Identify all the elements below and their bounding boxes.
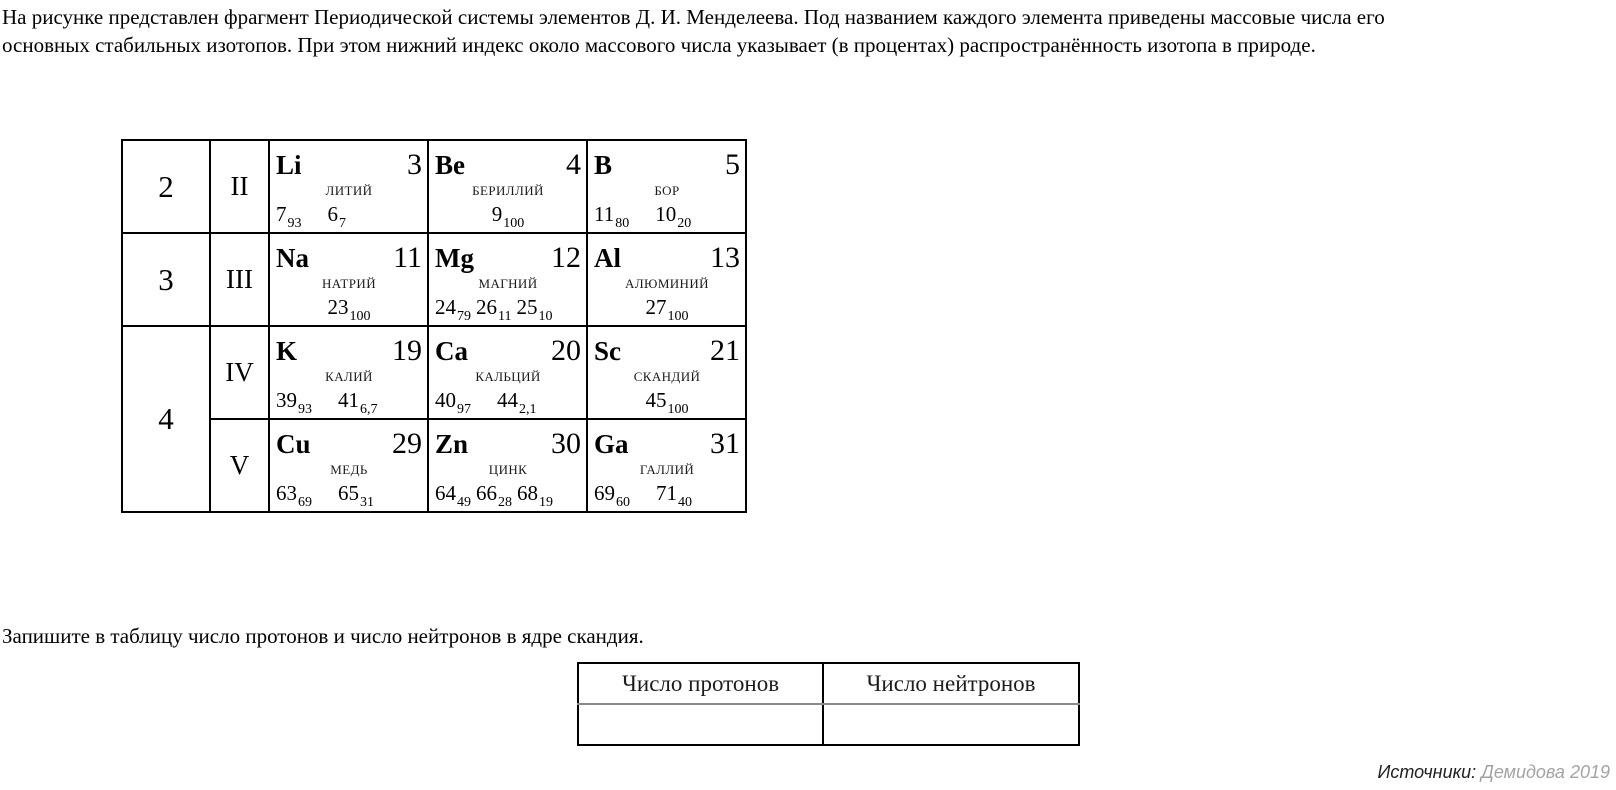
element-cell-ga — [587, 419, 746, 512]
element-header — [594, 335, 740, 367]
abundance-subscript: 20 — [677, 215, 692, 231]
atomic-number: 5 — [725, 148, 740, 182]
abundance-subscript: 40 — [678, 494, 692, 510]
isotope — [338, 387, 378, 417]
mass-number: 9 — [491, 201, 503, 226]
isotope-list — [594, 201, 740, 231]
element-cell-zn — [428, 419, 587, 512]
atomic-number: 11 — [393, 241, 422, 275]
intro-line-2: основных стабильных изотопов. При этом нижний индекс около массового числа указывает (в процентах) распространённость изотопа в природе. — [2, 33, 1316, 57]
element-symbol: Cu — [276, 429, 311, 460]
mass-number: 11 — [594, 201, 615, 226]
element-cell-b — [587, 140, 746, 233]
isotope — [517, 480, 553, 510]
element-header — [276, 242, 422, 274]
element-symbol: Sc — [594, 336, 621, 367]
isotope — [594, 201, 630, 231]
mass-number: 44 — [497, 387, 518, 412]
period-row — [122, 326, 746, 419]
row-numeral: V — [210, 419, 269, 512]
answer-input-row — [578, 704, 1079, 745]
mass-number: 6 — [327, 201, 338, 226]
isotope-list — [276, 294, 422, 324]
isotope-list — [435, 294, 581, 324]
isotope — [276, 480, 312, 510]
element-name: МАГНИЙ — [478, 275, 538, 291]
atomic-number: 30 — [551, 427, 581, 461]
element-header — [594, 242, 740, 274]
element-symbol: Al — [594, 243, 621, 274]
abundance-subscript: 100 — [503, 215, 525, 231]
abundance-subscript: 19 — [539, 494, 553, 510]
mass-number: 25 — [516, 294, 538, 319]
element-header — [276, 149, 422, 181]
element-cell-ca — [428, 326, 587, 419]
abundance-subscript: 31 — [360, 494, 374, 510]
mass-number: 45 — [645, 387, 667, 412]
element-symbol: Li — [276, 150, 302, 181]
atomic-number: 13 — [710, 241, 740, 275]
atomic-number: 19 — [392, 334, 422, 368]
mass-number: 69 — [594, 480, 615, 505]
periodic-table-fragment — [121, 139, 747, 513]
element-symbol: Ga — [594, 429, 629, 460]
mass-number: 66 — [476, 480, 497, 505]
element-symbol: K — [276, 336, 298, 367]
element-header — [435, 335, 581, 367]
isotope — [645, 387, 689, 417]
mass-number: 26 — [476, 294, 497, 319]
element-cell-be — [428, 140, 587, 233]
isotope — [435, 294, 471, 324]
isotope-list — [594, 294, 740, 324]
abundance-subscript: 11 — [498, 308, 512, 324]
task-text: Запишите в таблицу число протонов и число нейтронов в ядре скандия. — [2, 624, 644, 648]
element-name: АЛЮМИНИЙ — [625, 275, 709, 291]
mass-number: 41 — [338, 387, 359, 412]
mass-number: 63 — [276, 480, 297, 505]
mass-number: 27 — [645, 294, 667, 319]
mass-number: 23 — [327, 294, 349, 319]
element-name: МЕДЬ — [330, 461, 368, 477]
mass-number: 71 — [656, 480, 677, 505]
abundance-subscript: 100 — [667, 401, 689, 417]
element-cell-al — [587, 233, 746, 326]
element-symbol: Zn — [435, 429, 469, 460]
atomic-number: 29 — [392, 427, 422, 461]
intro-line-1: На рисунке представлен фрагмент Периодической системы элементов Д. И. Менделеева. Под названием каждого элемента приведены массовые числа его — [2, 5, 1385, 29]
element-cell-k — [269, 326, 428, 419]
element-name: НАТРИЙ — [322, 275, 376, 291]
mass-number: 39 — [276, 387, 297, 412]
row-numeral: II — [210, 140, 269, 233]
isotope — [656, 480, 692, 510]
answer-header-row — [578, 663, 1079, 704]
isotope — [491, 201, 525, 231]
abundance-subscript: 79 — [457, 308, 471, 324]
period-row — [122, 140, 746, 233]
abundance-subscript: 93 — [298, 401, 312, 417]
abundance-subscript: 6,7 — [360, 401, 378, 417]
element-cell-sc — [587, 326, 746, 419]
element-header — [276, 335, 422, 367]
source-value: Демидова 2019 — [1481, 762, 1610, 782]
isotope — [327, 294, 371, 324]
element-symbol: B — [594, 150, 613, 181]
abundance-subscript: 80 — [615, 215, 630, 231]
row-numeral: IV — [210, 326, 269, 419]
abundance-subscript: 7 — [339, 215, 346, 231]
isotope — [276, 201, 302, 231]
mass-number: 65 — [338, 480, 359, 505]
element-name: КАЛЬЦИЙ — [475, 368, 541, 384]
atomic-number: 31 — [710, 427, 740, 461]
isotope — [645, 294, 689, 324]
element-header — [435, 149, 581, 181]
element-header — [435, 242, 581, 274]
element-header — [435, 428, 581, 460]
intro-paragraph — [2, 3, 1385, 59]
atomic-number: 4 — [566, 148, 581, 182]
isotope — [327, 201, 347, 231]
isotope-list — [435, 201, 581, 231]
abundance-subscript: 60 — [616, 494, 630, 510]
element-symbol: Be — [435, 150, 465, 181]
period-number: 4 — [122, 326, 210, 512]
mass-number: 24 — [435, 294, 456, 319]
abundance-subscript: 28 — [498, 494, 512, 510]
mass-number: 7 — [276, 201, 287, 226]
period-row — [122, 419, 746, 512]
element-name: БЕРИЛЛИЙ — [472, 182, 544, 198]
abundance-subscript: 49 — [457, 494, 471, 510]
atomic-number: 21 — [710, 334, 740, 368]
element-name: КАЛИЙ — [325, 368, 373, 384]
protons-column-header: Число протонов — [578, 663, 823, 704]
neutrons-answer-cell[interactable] — [823, 704, 1079, 745]
isotope — [435, 387, 471, 417]
isotope-list — [435, 480, 581, 510]
mass-number: 64 — [435, 480, 456, 505]
element-cell-li — [269, 140, 428, 233]
element-name: ГАЛЛИЙ — [639, 461, 695, 477]
element-cell-cu — [269, 419, 428, 512]
element-header — [276, 428, 422, 460]
mass-number: 40 — [435, 387, 456, 412]
element-name: БОР — [654, 182, 680, 198]
isotope — [516, 294, 553, 324]
element-name: СКАНДИЙ — [633, 368, 701, 384]
answer-table — [577, 662, 1080, 746]
isotope — [476, 294, 512, 324]
source-label: Источники: — [1377, 762, 1477, 782]
isotope — [594, 480, 630, 510]
atomic-number: 20 — [551, 334, 581, 368]
isotope — [655, 201, 692, 231]
source-line — [1378, 762, 1611, 783]
isotope — [476, 480, 512, 510]
protons-answer-cell[interactable] — [578, 704, 823, 745]
abundance-subscript: 100 — [667, 308, 689, 324]
row-numeral: III — [210, 233, 269, 326]
element-name: ЦИНК — [488, 461, 528, 477]
isotope — [338, 480, 374, 510]
isotope-list — [594, 480, 740, 510]
isotope-list — [435, 387, 581, 417]
isotope — [497, 387, 537, 417]
mass-number: 10 — [655, 201, 677, 226]
atomic-number: 12 — [551, 241, 581, 275]
element-header — [594, 149, 740, 181]
period-number: 3 — [122, 233, 210, 326]
isotope — [435, 480, 471, 510]
isotope — [276, 387, 312, 417]
period-row — [122, 233, 746, 326]
isotope-list — [276, 480, 422, 510]
abundance-subscript: 97 — [457, 401, 471, 417]
element-symbol: Mg — [435, 243, 474, 274]
element-header — [594, 428, 740, 460]
element-symbol: Na — [276, 243, 309, 274]
period-number: 2 — [122, 140, 210, 233]
element-cell-na — [269, 233, 428, 326]
isotope-list — [276, 201, 422, 231]
abundance-subscript: 93 — [287, 215, 302, 231]
abundance-subscript: 100 — [349, 308, 371, 324]
atomic-number: 3 — [407, 148, 422, 182]
abundance-subscript: 2,1 — [519, 401, 537, 417]
abundance-subscript: 69 — [298, 494, 312, 510]
isotope-list — [276, 387, 422, 417]
neutrons-column-header: Число нейтронов — [823, 663, 1079, 704]
mass-number: 68 — [517, 480, 538, 505]
element-symbol: Ca — [435, 336, 468, 367]
isotope-list — [594, 387, 740, 417]
element-name: ЛИТИЙ — [325, 182, 373, 198]
abundance-subscript: 10 — [538, 308, 553, 324]
element-cell-mg — [428, 233, 587, 326]
